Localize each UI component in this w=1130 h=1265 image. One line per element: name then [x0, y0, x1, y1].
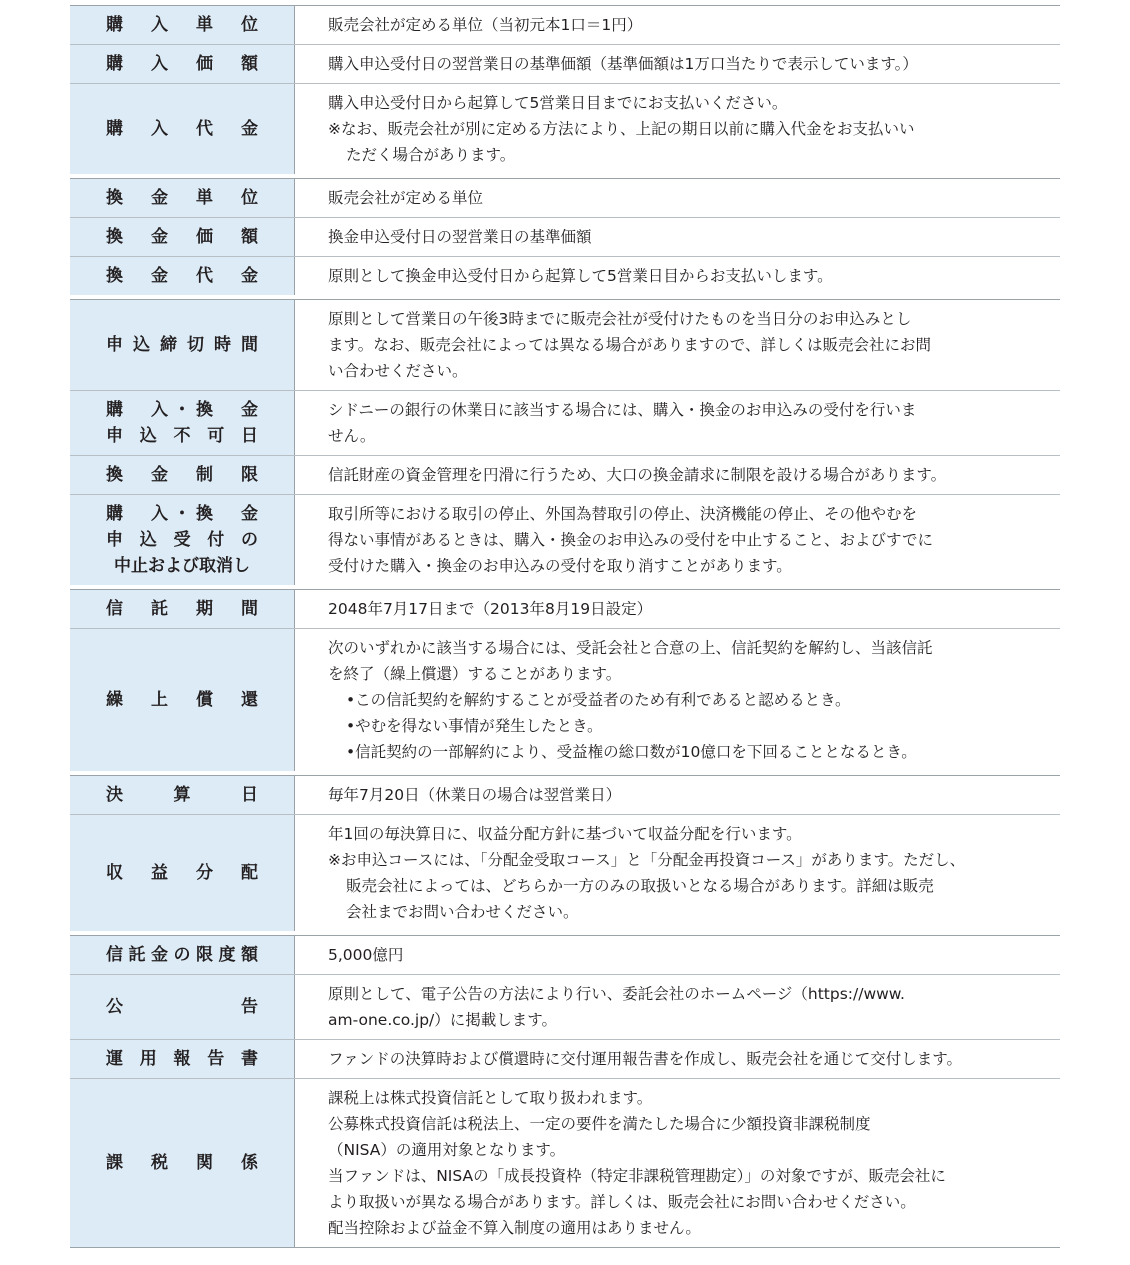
row-value: 購入申込受付日の翌営業日の基準価額（基準価額は1万口当たりで表示しています。） — [328, 55, 918, 73]
table-row — [70, 495, 1060, 585]
row-value: 2048年7月17日まで（2013年8月19日設定） — [328, 600, 653, 618]
row-label: 購 入・換 金 申込不可日 — [70, 391, 295, 455]
table-row — [70, 815, 1060, 931]
row-label: 信 託 期 間 — [70, 590, 295, 628]
row-value: ファンドの決算時および償還時に交付運用報告書を作成し、販売会社を通じて交付します。 — [328, 1050, 962, 1068]
row-label: 購 入・換 金 申込受付の 中止および取消し — [70, 495, 295, 585]
row-label: 信託金の限度額 — [70, 936, 295, 974]
table-row — [70, 179, 1060, 218]
other-terms-group — [70, 935, 1060, 1248]
row-value: シドニーの銀行の休業日に該当する場合には、購入・換金のお申込みの受付を行いま せん。 — [328, 401, 917, 445]
row-label: 換 金 価 額 — [70, 218, 295, 256]
row-label: 換 金 単 位 — [70, 179, 295, 217]
table-row — [70, 1040, 1060, 1079]
table-row — [70, 300, 1060, 391]
row-value: 課税上は株式投資信託として取り扱われます。 公募株式投資信託は税法上、一定の要件を満たした場合に少額投資非課税制度 （NISA）の適用対象となります。 当ファンドは、NISAの「成長投資枠（特定非課税管理勘定）」の対象ですが、販売会社に より取扱いが異なる場合があります。詳しくは、販売会社にお問い合わせください。 配当控除および益金不算入制度の適用はありません。 — [328, 1089, 946, 1237]
row-label: 換 金 代 金 — [70, 257, 295, 295]
row-value: 毎年7月20日（休業日の場合は翌営業日） — [328, 786, 622, 804]
row-value: 販売会社が定める単位（当初元本1口＝1円） — [328, 16, 643, 34]
row-label: 申込締切時間 — [70, 300, 295, 390]
table-row — [70, 218, 1060, 257]
table-row — [70, 590, 1060, 629]
row-value: 原則として、電子公告の方法により行い、委託会社のホームページ（https://www. am-one.co.jp/）に掲載します。 — [328, 985, 905, 1029]
settlement-group — [70, 775, 1060, 931]
row-value: 購入申込受付日から起算して5営業日目までにお支払いください。 ※なお、販売会社が別に定める方法により、上記の期日以前に購入代金をお支払いい ただく場合があります。 — [328, 94, 915, 164]
row-label: 公 告 — [70, 975, 295, 1039]
row-label: 繰 上 償 還 — [70, 629, 295, 771]
purchase-group — [70, 5, 1060, 174]
row-value: 5,000億円 — [328, 946, 404, 964]
row-value: 原則として換金申込受付日から起算して5営業日目からお支払いします。 — [328, 267, 833, 285]
table-row — [70, 456, 1060, 495]
row-value: 次のいずれかに該当する場合には、受託会社と合意の上、信託契約を解約し、当該信託 を終了（繰上償還）することがあります。 •この信託契約を解約することが受益者のため有利であると認めるとき。 •やむを得ない事情が発生したとき。 •信託契約の一部解約により、受益権の総口数が10億口を下回ることとなるとき。 — [328, 639, 933, 761]
table-row — [70, 629, 1060, 771]
row-value: 年1回の毎決算日に、収益分配方針に基づいて収益分配を行います。 ※お申込コースには、「分配金受取コース」と「分配金再投資コース」があります。ただし、 販売会社によっては、どちらか一方のみの取扱いとなる場合があります。詳細は販売 会社までお問い合わせください。 — [328, 825, 966, 921]
row-label: 購 入 単 位 — [70, 6, 295, 44]
trust-term-group — [70, 589, 1060, 771]
table-row — [70, 936, 1060, 975]
table-row — [70, 1079, 1060, 1247]
row-value: 換金申込受付日の翌営業日の基準価額 — [328, 228, 592, 246]
fund-terms-table — [70, 5, 1060, 1248]
row-value: 取引所等における取引の停止、外国為替取引の停止、決済機能の停止、その他やむを 得ない事情があるときは、購入・換金のお申込みの受付を中止すること、およびすでに 受付けた購入・換金のお申込みの受付を取り消すことがあります。 — [328, 505, 933, 575]
row-label: 収 益 分 配 — [70, 815, 295, 931]
application-group — [70, 299, 1060, 585]
row-label: 課 税 関 係 — [70, 1079, 295, 1247]
row-value: 販売会社が定める単位 — [328, 189, 484, 207]
row-label: 運用報告書 — [70, 1040, 295, 1078]
row-label: 決 算 日 — [70, 776, 295, 814]
row-label: 購 入 価 額 — [70, 45, 295, 83]
table-row — [70, 391, 1060, 456]
row-value: 原則として営業日の午後3時までに販売会社が受付けたものを当日分のお申込みとし ます。なお、販売会社によっては異なる場合がありますので、詳しくは販売会社にお問 い合わせください。 — [328, 310, 931, 380]
redemption-group — [70, 178, 1060, 295]
table-row — [70, 84, 1060, 174]
table-row — [70, 975, 1060, 1040]
table-row — [70, 776, 1060, 815]
table-row — [70, 6, 1060, 45]
row-value: 信託財産の資金管理を円滑に行うため、大口の換金請求に制限を設ける場合があります。 — [328, 466, 947, 484]
row-label: 換 金 制 限 — [70, 456, 295, 494]
table-row — [70, 45, 1060, 84]
table-row — [70, 257, 1060, 295]
row-label: 購 入 代 金 — [70, 84, 295, 174]
